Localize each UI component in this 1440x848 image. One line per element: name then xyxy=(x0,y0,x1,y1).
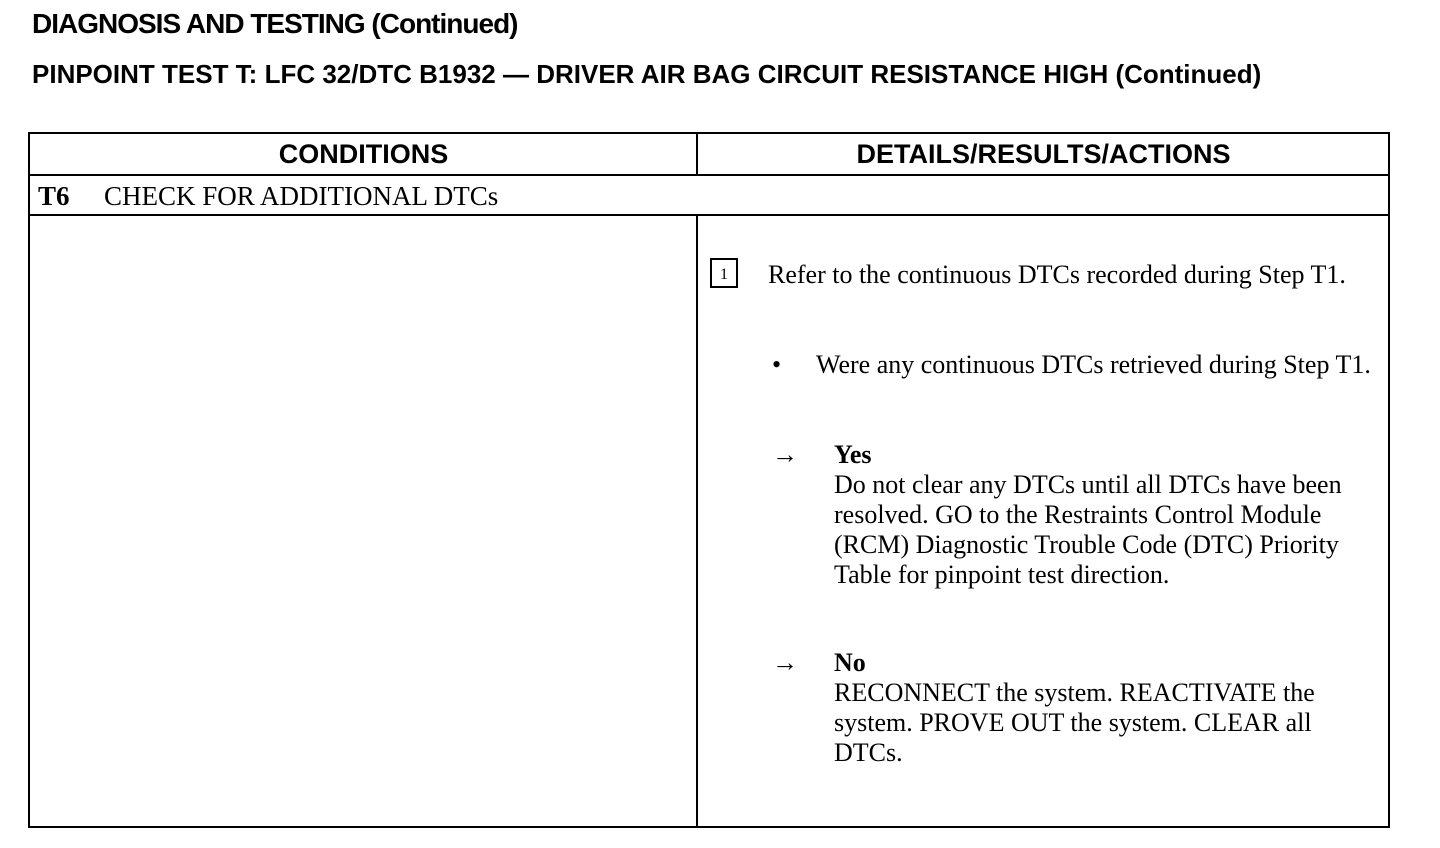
column-header-details: DETAILS/RESULTS/ACTIONS xyxy=(856,139,1231,169)
pinpoint-test-title: PINPOINT TEST T: LFC 32/DTC B1932 — DRIVER AIR BAG CIRCUIT RESISTANCE HIGH (Continued) xyxy=(32,59,1262,89)
yes-result xyxy=(834,440,1374,590)
step-number-box: 1 xyxy=(710,258,738,288)
step-id: T6 xyxy=(38,181,70,211)
step-row-divider xyxy=(30,214,1388,216)
arrow-right-icon: → xyxy=(772,648,798,677)
header-row-divider xyxy=(30,174,1388,176)
no-result xyxy=(834,648,1374,768)
arrow-right-icon: → xyxy=(772,440,798,469)
step-instruction: Refer to the continuous DTCs recorded during Step T1. xyxy=(768,260,1346,289)
yes-action-text: Do not clear any DTCs until all DTCs have been resolved. GO to the Restraints Control Module (RCM) Diagnostic Trouble Code (DTC) Priority Table for pinpoint test direction. xyxy=(834,470,1342,589)
column-header-conditions: CONDITIONS xyxy=(278,139,449,169)
header-column-divider xyxy=(696,134,698,174)
step-row xyxy=(38,178,498,214)
yes-label: Yes xyxy=(834,440,872,469)
step-question: Were any continuous DTCs retrieved during Step T1. xyxy=(816,350,1371,379)
no-label: No xyxy=(834,648,866,677)
step-title: CHECK FOR ADDITIONAL DTCs xyxy=(104,181,499,211)
body-column-divider xyxy=(696,216,698,826)
pinpoint-test-table xyxy=(28,132,1390,828)
page-header-title: DIAGNOSIS AND TESTING (Continued) xyxy=(32,8,518,39)
no-action-text: RECONNECT the system. REACTIVATE the system. PROVE OUT the system. CLEAR all DTCs. xyxy=(834,678,1315,767)
bullet-icon: • xyxy=(772,350,782,379)
